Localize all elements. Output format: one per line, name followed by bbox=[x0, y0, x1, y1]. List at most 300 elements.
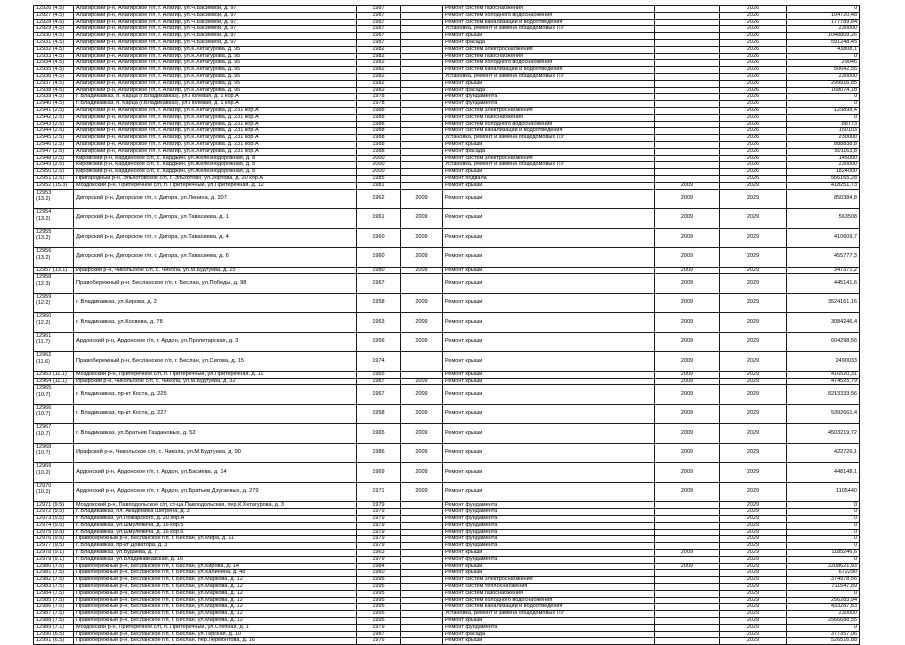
priority-code: (7.5) bbox=[52, 576, 65, 583]
record-number: 12937 bbox=[36, 79, 52, 86]
cost-cell: 591248,45 bbox=[787, 39, 860, 46]
priority-code: (2.5) bbox=[52, 161, 65, 168]
start-year-cell bbox=[401, 597, 443, 604]
record-id-cell bbox=[34, 189, 74, 209]
build-year-cell: 1960 bbox=[357, 228, 401, 248]
cost-cell: 711547,89 bbox=[787, 583, 860, 590]
address-cell: г. Владикавказ, ул.Шмулевича, д. 16 кор.5 bbox=[74, 522, 357, 529]
previous-year-cell: 2009 bbox=[655, 313, 720, 333]
previous-year-cell bbox=[655, 6, 720, 13]
build-year-cell: 1963 bbox=[357, 549, 401, 556]
record-number: 12983 bbox=[36, 583, 52, 590]
start-year-cell bbox=[401, 114, 443, 121]
work-type-cell: Ремонт систем электроснабжения bbox=[443, 155, 655, 162]
work-type-cell: Ремонт фундамента bbox=[443, 529, 655, 536]
address-cell: г. Владикавказ, ул.Будаева, д. 7 bbox=[74, 549, 357, 556]
cost-cell: 43808,1 bbox=[787, 46, 860, 53]
start-year-cell bbox=[401, 19, 443, 26]
address-cell: Правобережный р-н, Бесланское г/п, г. Беслан, ул.Маркова, д. 12 bbox=[74, 597, 357, 604]
plan-year-cell: 2026 bbox=[720, 121, 787, 128]
previous-year-cell bbox=[655, 39, 720, 46]
priority-code: (4.5) bbox=[52, 93, 65, 100]
previous-year-cell: 2009 bbox=[655, 385, 720, 405]
plan-year-cell: 2029 bbox=[720, 563, 787, 570]
address-cell: Правобережный р-н, Бесланское г/п, г. Беслан, ул.Маркова, д. 12 bbox=[74, 611, 357, 618]
record-number: 12971 bbox=[36, 501, 52, 508]
previous-year-cell: 2009 bbox=[655, 443, 720, 463]
address-cell: Моздокский р-н, Павлодольское с/п, ст-ца Павлодольская, пер.К.Хетагурова, д. 3 bbox=[74, 502, 357, 509]
work-type-cell: Ремонт фундамента bbox=[443, 556, 655, 563]
priority-code: (2.5) bbox=[52, 175, 65, 182]
cost-cell: 299916,85 bbox=[787, 80, 860, 87]
cost-cell: 0 bbox=[787, 94, 860, 101]
table-row bbox=[34, 182, 860, 189]
work-type-cell: Ремонт крыши bbox=[443, 169, 655, 176]
work-type-cell: Ремонт крыши bbox=[443, 463, 655, 483]
cost-cell: 3524161,16 bbox=[787, 293, 860, 313]
priority-code: (9.5) bbox=[52, 515, 65, 522]
plan-year-cell: 2029 bbox=[720, 611, 787, 618]
work-type-cell: Ремонт крыши bbox=[443, 352, 655, 372]
address-cell: Алагирский р-н, Алагирское г/п, г. Алагир, ул.К.Хетагурова, д. 231 кор.А bbox=[74, 121, 357, 128]
previous-year-cell bbox=[655, 121, 720, 128]
address-cell: г. Владикавказ, ул.Шмулевича, д. 16 кор.6 bbox=[74, 529, 357, 536]
start-year-cell bbox=[401, 162, 443, 169]
build-year-cell: 2000 bbox=[357, 162, 401, 169]
previous-year-cell: 2009 bbox=[655, 189, 720, 209]
priority-code: (4.5) bbox=[52, 73, 65, 80]
cost-cell: 1105440 bbox=[787, 482, 860, 502]
plan-year-cell: 2029 bbox=[720, 624, 787, 631]
address-cell: Правобережный р-н, Бесланское г/п, г. Беслан, пер.Лермонтова, д. 16 bbox=[74, 638, 357, 645]
priority-code: (6.5) bbox=[52, 637, 65, 644]
cost-cell: 0 bbox=[787, 529, 860, 536]
start-year-cell: 2009 bbox=[401, 443, 443, 463]
address-cell: Ирафский р-н, Чикольское с/п, с. Чикола, ул.М.Будтуева, д. 32 bbox=[74, 378, 357, 385]
cost-cell: 672290 bbox=[787, 570, 860, 577]
start-year-cell bbox=[401, 169, 443, 176]
cost-cell: 0 bbox=[787, 522, 860, 529]
build-year-cell: 1987 bbox=[357, 631, 401, 638]
record-number: 12988 bbox=[36, 617, 52, 624]
record-number: 12984 bbox=[36, 589, 52, 596]
previous-year-cell bbox=[655, 631, 720, 638]
build-year-cell: 1985 bbox=[357, 175, 401, 182]
start-year-cell bbox=[401, 556, 443, 563]
build-year-cell: 1979 bbox=[357, 624, 401, 631]
address-cell: Алагирский р-н, Алагирское г/п, г. Алагир, ул.Ч.Басиевой, д. 97 bbox=[74, 39, 357, 46]
work-type-cell: Ремонт фасада bbox=[443, 148, 655, 155]
work-type-cell: Ремонт систем холодного водоснабжения bbox=[443, 12, 655, 19]
record-number: 12968 bbox=[36, 443, 52, 450]
plan-year-cell: 2029 bbox=[720, 463, 787, 483]
priority-code: (4.5) bbox=[52, 18, 65, 25]
address-cell: Алагирский р-н, Алагирское г/п, г. Алагир, ул.К.Хетагурова, д. 231 кор.А bbox=[74, 148, 357, 155]
work-type-cell: Ремонт систем теплоснабжения bbox=[443, 583, 655, 590]
cost-cell: 0 bbox=[787, 536, 860, 543]
record-number: 12939 bbox=[36, 93, 52, 100]
address-cell: Алагирский р-н, Алагирское г/п, г. Алагир, ул.К.Хетагурова, д. 231 кор.А bbox=[74, 141, 357, 148]
start-year-cell bbox=[401, 182, 443, 189]
priority-code: (12.2) bbox=[36, 300, 51, 307]
address-cell: Алагирский р-н, Алагирское г/п, г. Алагир, ул.К.Хетагурова, д. 95 bbox=[74, 80, 357, 87]
build-year-cell: 2000 bbox=[357, 155, 401, 162]
record-number: 12963 bbox=[36, 370, 52, 377]
record-number: 12985 bbox=[36, 596, 52, 603]
cost-cell: 0 bbox=[787, 556, 860, 563]
build-year-cell: 1978 bbox=[357, 101, 401, 108]
previous-year-cell bbox=[655, 516, 720, 523]
record-number: 12991 bbox=[36, 637, 52, 644]
priority-code: (9.5) bbox=[52, 501, 65, 508]
cost-cell: 0 bbox=[787, 114, 860, 121]
work-type-cell: Ремонт крыши bbox=[443, 332, 655, 352]
cost-cell: 50642,55 bbox=[787, 67, 860, 74]
priority-code: (4.5) bbox=[52, 66, 65, 73]
priority-code: (10.7) bbox=[36, 450, 51, 457]
plan-year-cell: 2029 bbox=[720, 332, 787, 352]
build-year-cell: 1979 bbox=[357, 522, 401, 529]
start-year-cell: 2009 bbox=[401, 267, 443, 274]
address-cell: Ирафский р-н, Чикольское с/п, с. Чикола, ул.М.Будтуева, д. 90 bbox=[74, 443, 357, 463]
work-type-cell: Ремонт систем холодного водоснабжения bbox=[443, 121, 655, 128]
priority-code: (4.5) bbox=[52, 59, 65, 66]
start-year-cell bbox=[401, 617, 443, 624]
build-year-cell: 1995 bbox=[357, 611, 401, 618]
priority-code: (9.1) bbox=[52, 555, 65, 562]
start-year-cell bbox=[401, 26, 443, 33]
start-year-cell bbox=[401, 536, 443, 543]
plan-year-cell: 2026 bbox=[720, 162, 787, 169]
address-cell: Алагирский р-н, Алагирское г/п, г. Алагир, ул.Ч.Басиевой, д. 97 bbox=[74, 12, 357, 19]
cost-cell: 0 bbox=[787, 543, 860, 550]
priority-code: (13.2) bbox=[36, 196, 51, 203]
plan-year-cell: 2029 bbox=[720, 293, 787, 313]
record-id-cell bbox=[34, 378, 74, 385]
start-year-cell bbox=[401, 33, 443, 40]
cost-cell: 230000 bbox=[787, 26, 860, 33]
start-year-cell bbox=[401, 604, 443, 611]
build-year-cell: 1995 bbox=[357, 597, 401, 604]
build-year-cell: 1958 bbox=[357, 404, 401, 424]
previous-year-cell bbox=[655, 12, 720, 19]
priority-code: (7.5) bbox=[52, 589, 65, 596]
previous-year-cell bbox=[655, 67, 720, 74]
record-number: 12944 bbox=[36, 127, 52, 134]
record-number: 12959 bbox=[36, 293, 52, 300]
work-type-cell: Установка, ремонт и замена общедомовых ПУ bbox=[443, 162, 655, 169]
address-cell: г. Владикавказ, пл. Академика Шегрена, д. 3 bbox=[74, 509, 357, 516]
table-row bbox=[34, 424, 860, 444]
plan-year-cell: 2026 bbox=[720, 73, 787, 80]
work-type-cell: Установка, ремонт и замена общедомовых ПУ bbox=[443, 73, 655, 80]
record-number: 12966 bbox=[36, 404, 52, 411]
start-year-cell bbox=[401, 529, 443, 536]
start-year-cell bbox=[401, 274, 443, 294]
start-year-cell: 2009 bbox=[401, 378, 443, 385]
priority-code: (4.5) bbox=[52, 25, 65, 32]
table-row bbox=[34, 332, 860, 352]
build-year-cell: 1988 bbox=[357, 148, 401, 155]
previous-year-cell bbox=[655, 577, 720, 584]
address-cell: г. Владикавказ, ул.Косвева, д. 78 bbox=[74, 313, 357, 333]
cost-cell: 129898,4 bbox=[787, 107, 860, 114]
plan-year-cell: 2029 bbox=[720, 522, 787, 529]
plan-year-cell: 2026 bbox=[720, 19, 787, 26]
cost-cell: 474525,79 bbox=[787, 378, 860, 385]
plan-year-cell: 2026 bbox=[720, 114, 787, 121]
build-year-cell: 1965 bbox=[357, 371, 401, 378]
start-year-cell: 2009 bbox=[401, 424, 443, 444]
build-year-cell: 1984 bbox=[357, 563, 401, 570]
record-id-cell bbox=[34, 209, 74, 229]
build-year-cell: 1987 bbox=[357, 33, 401, 40]
priority-code: (15.3) bbox=[52, 181, 68, 188]
previous-year-cell: 2009 bbox=[655, 228, 720, 248]
cost-cell: 0 bbox=[787, 101, 860, 108]
previous-year-cell bbox=[655, 590, 720, 597]
work-type-cell: Ремонт систем газоснабжения bbox=[443, 590, 655, 597]
record-number: 12945 bbox=[36, 134, 52, 141]
work-type-cell: Ремонт систем канализации и водоотведения bbox=[443, 67, 655, 74]
priority-code: (2.5) bbox=[52, 168, 65, 175]
address-cell: Алагирский р-н, Алагирское г/п, г. Алагир, ул.Ч.Басиевой, д. 97 bbox=[74, 19, 357, 26]
plan-year-cell: 2029 bbox=[720, 536, 787, 543]
cost-cell: 0 bbox=[787, 624, 860, 631]
record-number: 12987 bbox=[36, 610, 52, 617]
address-cell: Правобережный р-н, Бесланское г/п, г. Беслан, ул.Маркова, д. 12 bbox=[74, 577, 357, 584]
priority-code: (4.5) bbox=[52, 100, 65, 107]
priority-code: (13.2) bbox=[36, 215, 51, 222]
cost-cell: 563508 bbox=[787, 209, 860, 229]
start-year-cell: 2009 bbox=[401, 248, 443, 268]
start-year-cell bbox=[401, 39, 443, 46]
record-number: 12976 bbox=[36, 535, 52, 542]
work-type-cell: Ремонт крыши bbox=[443, 33, 655, 40]
priority-code: (11.1) bbox=[52, 377, 67, 384]
cost-cell: 5392661,4 bbox=[787, 404, 860, 424]
start-year-cell bbox=[401, 549, 443, 556]
record-number: 12980 bbox=[36, 562, 52, 569]
address-cell: Алагирский р-н, Алагирское г/п, г. Алагир, ул.К.Хетагурова, д. 95 bbox=[74, 46, 357, 53]
cost-cell: 433287,83 bbox=[787, 604, 860, 611]
address-cell: Алагирский р-н, Алагирское г/п, г. Алагир, ул.К.Хетагурова, д. 231 кор.А bbox=[74, 107, 357, 114]
plan-year-cell: 2029 bbox=[720, 529, 787, 536]
priority-code: (11.6) bbox=[36, 358, 50, 365]
plan-year-cell: 2029 bbox=[720, 267, 787, 274]
table-row bbox=[34, 482, 860, 502]
plan-year-cell: 2026 bbox=[720, 101, 787, 108]
priority-code: (2.5) bbox=[52, 154, 65, 161]
work-type-cell: Ремонт крыши bbox=[443, 80, 655, 87]
priority-code: (2.5) bbox=[52, 113, 65, 120]
cost-cell: 150103 bbox=[787, 128, 860, 135]
plan-year-cell: 2029 bbox=[720, 502, 787, 509]
priority-code: (2.5) bbox=[52, 147, 65, 154]
record-number: 12926 bbox=[36, 5, 52, 12]
work-type-cell: Ремонт крыши bbox=[443, 385, 655, 405]
start-year-cell: 2009 bbox=[401, 189, 443, 209]
plan-year-cell: 2029 bbox=[720, 313, 787, 333]
build-year-cell: 1988 bbox=[357, 121, 401, 128]
build-year-cell: 1971 bbox=[357, 482, 401, 502]
record-id-cell bbox=[34, 274, 74, 294]
record-number: 12934 bbox=[36, 59, 52, 66]
previous-year-cell bbox=[655, 536, 720, 543]
address-cell: Кировский р-н, Кардинское с/п, с. Карджин, ул.Железнодорожная, д. 8 bbox=[74, 155, 357, 162]
record-id-cell bbox=[34, 228, 74, 248]
previous-year-cell: 2009 bbox=[655, 482, 720, 502]
cost-cell: 2566688,55 bbox=[787, 617, 860, 624]
work-type-cell: Ремонт крыши bbox=[443, 182, 655, 189]
start-year-cell bbox=[401, 638, 443, 645]
build-year-cell: 2000 bbox=[357, 169, 401, 176]
start-year-cell bbox=[401, 107, 443, 114]
address-cell: г. Владикавказ, п. Карца (г.Владикавказ), ул.Полевая, д. 1 кор.А bbox=[74, 101, 357, 108]
record-number: 12978 bbox=[36, 549, 52, 556]
start-year-cell bbox=[401, 570, 443, 577]
work-type-cell: Ремонт крыши bbox=[443, 189, 655, 209]
cost-cell: 526516,88 bbox=[787, 638, 860, 645]
record-number: 12960 bbox=[36, 313, 52, 320]
build-year-cell: 1979 bbox=[357, 516, 401, 523]
record-number: 12958 bbox=[36, 274, 52, 281]
address-cell: Ирафский р-н, Чикольское с/п, с. Чикола, ул.М.Будтуева, д. 25 bbox=[74, 267, 357, 274]
build-year-cell: 1963 bbox=[357, 313, 401, 333]
cost-cell: 0 bbox=[787, 53, 860, 60]
address-cell: Алагирский р-н, Алагирское г/п, г. Алагир, ул.К.Хетагурова, д. 231 кор.А bbox=[74, 128, 357, 135]
previous-year-cell bbox=[655, 604, 720, 611]
priority-code: (7.5) bbox=[52, 617, 65, 624]
start-year-cell: 2009 bbox=[401, 332, 443, 352]
work-type-cell: Ремонт крыши bbox=[443, 482, 655, 502]
work-type-cell: Ремонт крыши bbox=[443, 371, 655, 378]
cost-cell: 1185246,6 bbox=[787, 549, 860, 556]
work-type-cell: Ремонт фасада bbox=[443, 631, 655, 638]
plan-year-cell: 2029 bbox=[720, 631, 787, 638]
previous-year-cell bbox=[655, 169, 720, 176]
build-year-cell: 1967 bbox=[357, 385, 401, 405]
build-year-cell: 1982 bbox=[357, 46, 401, 53]
table-row bbox=[34, 248, 860, 268]
plan-year-cell: 2026 bbox=[720, 53, 787, 60]
cost-cell: 455777,3 bbox=[787, 248, 860, 268]
address-cell: г. Владикавказ, пр-кт Доватора, д. 3 bbox=[74, 543, 357, 550]
plan-year-cell: 2029 bbox=[720, 604, 787, 611]
cost-cell: 145000 bbox=[787, 155, 860, 162]
plan-year-cell: 2029 bbox=[720, 543, 787, 550]
record-number: 12951 bbox=[36, 175, 52, 182]
build-year-cell: 1995 bbox=[357, 583, 401, 590]
address-cell: Дигорский р-н, Дигорское г/п, г. Дигора, ул.Тавасиева, д. 6 bbox=[74, 248, 357, 268]
start-year-cell bbox=[401, 60, 443, 67]
plan-year-cell: 2026 bbox=[720, 12, 787, 19]
start-year-cell bbox=[401, 87, 443, 94]
build-year-cell: 1988 bbox=[357, 107, 401, 114]
cost-cell: 1048809,26 bbox=[787, 33, 860, 40]
record-number: 12955 bbox=[36, 228, 52, 235]
start-year-cell: 2009 bbox=[401, 404, 443, 424]
record-number: 12974 bbox=[36, 521, 52, 528]
cost-cell: 0 bbox=[787, 516, 860, 523]
record-id-cell bbox=[34, 182, 74, 189]
priority-code: (7.1) bbox=[52, 623, 65, 630]
build-year-cell: 1986 bbox=[357, 443, 401, 463]
plan-year-cell: 2029 bbox=[720, 378, 787, 385]
plan-year-cell: 2029 bbox=[720, 516, 787, 523]
previous-year-cell: 2009 bbox=[655, 267, 720, 274]
plan-year-cell: 2029 bbox=[720, 209, 787, 229]
previous-year-cell bbox=[655, 597, 720, 604]
cost-cell: 888838,8 bbox=[787, 141, 860, 148]
record-number: 12929 bbox=[36, 25, 52, 32]
record-id-cell bbox=[34, 404, 74, 424]
work-type-cell: Ремонт систем холодного водоснабжения bbox=[443, 60, 655, 67]
start-year-cell bbox=[401, 128, 443, 135]
record-number: 12982 bbox=[36, 576, 52, 583]
previous-year-cell bbox=[655, 87, 720, 94]
priority-code: (4.5) bbox=[52, 86, 65, 93]
work-type-cell: Ремонт крыши bbox=[443, 563, 655, 570]
start-year-cell bbox=[401, 101, 443, 108]
record-id-cell bbox=[34, 293, 74, 313]
cost-cell: 168074,18 bbox=[787, 87, 860, 94]
record-number: 12975 bbox=[36, 528, 52, 535]
cost-cell: 347371,2 bbox=[787, 267, 860, 274]
record-number: 12941 bbox=[36, 107, 52, 114]
start-year-cell bbox=[401, 631, 443, 638]
address-cell: Кировский р-н, Кардинское с/п, с. Карджин, ул.Железнодорожная, д. 8 bbox=[74, 162, 357, 169]
previous-year-cell bbox=[655, 94, 720, 101]
plan-year-cell: 2029 bbox=[720, 577, 787, 584]
start-year-cell: 2009 bbox=[401, 385, 443, 405]
work-type-cell: Ремонт крыши bbox=[443, 443, 655, 463]
work-type-cell: Ремонт фасада bbox=[443, 87, 655, 94]
previous-year-cell: 2009 bbox=[655, 248, 720, 268]
plan-year-cell: 2026 bbox=[720, 155, 787, 162]
table-row bbox=[34, 638, 860, 645]
build-year-cell: 1976 bbox=[357, 638, 401, 645]
plan-year-cell: 2026 bbox=[720, 107, 787, 114]
work-type-cell: Ремонт фундамента bbox=[443, 624, 655, 631]
record-number: 12950 bbox=[36, 168, 52, 175]
work-type-cell: Ремонт фундамента bbox=[443, 94, 655, 101]
record-number: 12962 bbox=[36, 352, 52, 359]
cost-cell: 230000 bbox=[787, 135, 860, 142]
build-year-cell: 1988 bbox=[357, 141, 401, 148]
build-year-cell: 1987 bbox=[357, 39, 401, 46]
plan-year-cell: 2029 bbox=[720, 189, 787, 209]
record-id-cell bbox=[34, 267, 74, 274]
plan-year-cell: 2026 bbox=[720, 169, 787, 176]
record-number: 12965 bbox=[36, 385, 52, 392]
start-year-cell: 2009 bbox=[401, 482, 443, 502]
record-number: 12979 bbox=[36, 555, 52, 562]
plan-year-cell: 2026 bbox=[720, 94, 787, 101]
plan-year-cell: 2026 bbox=[720, 46, 787, 53]
plan-year-cell: 2029 bbox=[720, 583, 787, 590]
address-cell: г. Владикавказ, ул.Владикавказская, д. 16 bbox=[74, 556, 357, 563]
build-year-cell: 1956 bbox=[357, 332, 401, 352]
build-year-cell: 1979 bbox=[357, 543, 401, 550]
address-cell: Дигорский р-н, Дигорское г/п, г. Дигора, ул.Тавасиева, д. 1 bbox=[74, 209, 357, 229]
previous-year-cell bbox=[655, 33, 720, 40]
cost-cell: 230000 bbox=[787, 611, 860, 618]
record-number: 12981 bbox=[36, 569, 52, 576]
address-cell: Правобережный р-н, Бесланское г/п, г. Беслан, ул.Кирова, д. 14 bbox=[74, 563, 357, 570]
plan-year-cell: 2026 bbox=[720, 67, 787, 74]
cost-cell: 177789,84 bbox=[787, 19, 860, 26]
